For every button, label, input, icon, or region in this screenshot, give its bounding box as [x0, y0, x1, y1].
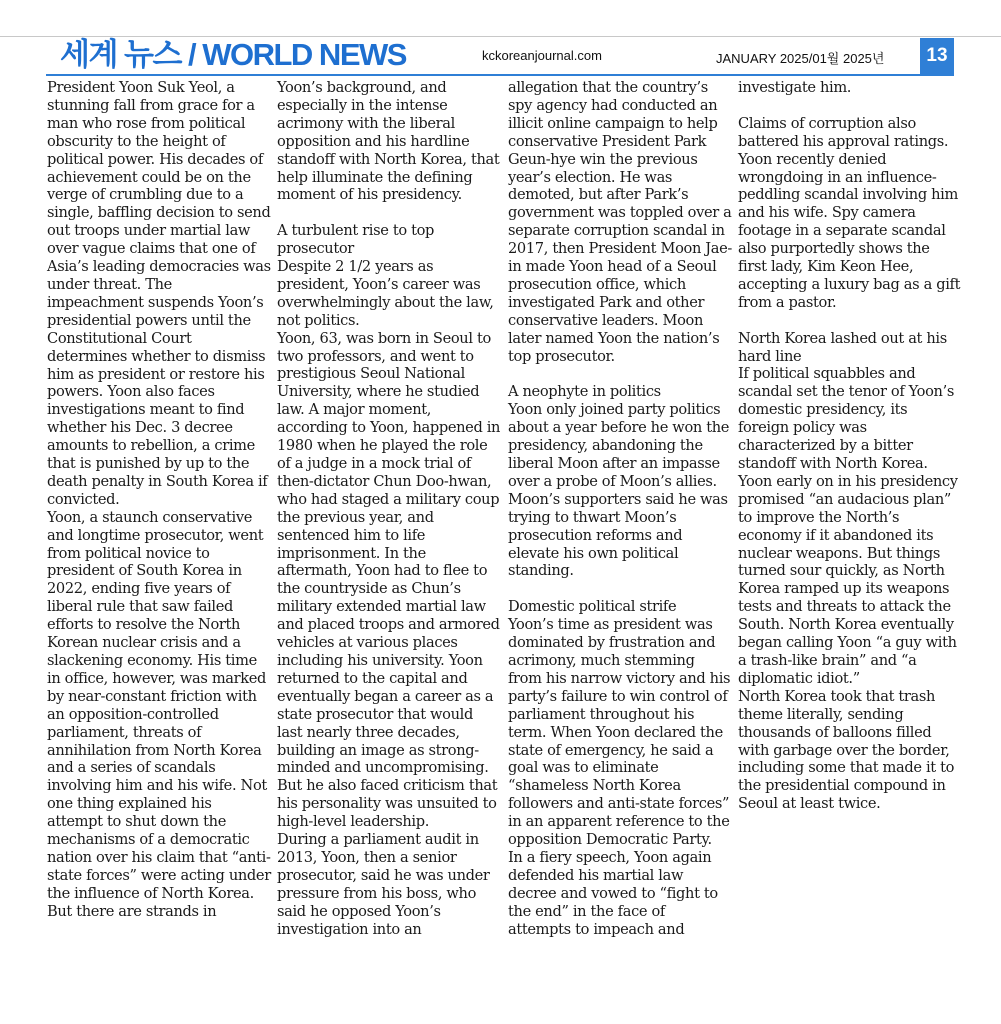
article-paragraph: Domestic political strife — [508, 598, 677, 616]
article-column-1 — [47, 79, 271, 921]
article-paragraph: Yoon’s background, and especially in the intense acrimony with the liberal opposition and his hardline standoff with North Korea, that help illuminate the defining moment of his presidency. — [277, 79, 500, 204]
article-paragraph: Claims of corruption also battered his approval ratings. — [738, 114, 949, 150]
article-column-4 — [738, 79, 962, 813]
article-paragraph: Despite 2 1/2 years as president, Yoon’s career was overwhelmingly about the law, not politics. — [277, 258, 494, 329]
article-body — [46, 79, 961, 1019]
site-url: kckoreanjournal.com — [482, 48, 602, 63]
article-paragraph: President Yoon Suk Yeol, a stunning fall from grace for a man who rose from political obscurity to the height of political power. His decades of achievement could be on the verge of crumbling due to a single, baffling decision to send out troops under martial law over vague claims that one of Asia’s leading democracies was under threat. The impeachment suspends Yoon’s presidential powers until the Constitutional Court determines whether to dismiss him as president or restore his powers. Yoon also faces investigations meant to find whether his Dec. 3 decree amounts to rebellion, a crime that is punished by up to the death penalty in South Korea if convicted. — [47, 79, 271, 508]
paragraph-spacer — [738, 97, 962, 115]
article-paragraph: A turbulent rise to top prosecutor — [277, 222, 435, 258]
header-divider — [46, 74, 954, 76]
page-header — [46, 38, 954, 74]
article-column-3 — [508, 79, 732, 938]
article-paragraph: Yoon only joined party politics about a year before he won the presidency, abandoning the liberal Moon after an impasse over a probe of Moon’s allies. Moon’s supporters said he was trying to thwart Moon’s prosecution reforms and elevate his own political standing. — [508, 401, 730, 580]
article-paragraph: But there are strands in — [47, 902, 217, 920]
article-paragraph: North Korea took that trash theme literally, sending thousands of balloons filled with garbage over the border, including some that made it to the presidential compound in Seoul at least twice. — [738, 687, 955, 813]
section-title: 세계 뉴스 / WORLD NEWS — [60, 37, 406, 72]
paragraph-spacer — [508, 366, 732, 384]
article-paragraph: investigate him. — [738, 79, 852, 96]
page-number-badge: 13 — [920, 38, 954, 74]
article-paragraph: allegation that the country’s spy agency had conducted an illicit online campaign to help conservative President Park Geun-hye win the previous year’s election. He was demoted, but after Park’s government was toppled over a separate corruption scandal in 2017, then President Moon Jae-in made Yoon head of a Seoul prosecution office, which investigated Park and other conservative leaders. Moon later named Yoon the nation’s top prosecutor. — [508, 79, 732, 365]
article-paragraph: Yoon recently denied wrongdoing in an influence-peddling scandal involving him and his wife. Spy camera footage in a separate scandal also purportedly shows the first lady, Kim Keon Hee, accepting a luxury bag as a gift from a pastor. — [738, 150, 961, 311]
article-paragraph: Yoon’s time as president was dominated by frustration and acrimony, much stemming from his narrow victory and his party’s failure to win control of parliament throughout his term. When Yoon declared the state of emergency, he said a goal was to eliminate “shameless North Korea followers and anti-state forces” in an apparent reference to the opposition Democratic Party. — [508, 616, 731, 849]
article-column-2 — [277, 79, 501, 938]
article-paragraph: North Korea lashed out at his hard line — [738, 329, 947, 365]
article-paragraph: Yoon, 63, was born in Seoul to two professors, and went to prestigious Seoul National University, where he studied law. A major moment, according to Yoon, happened in 1980 when he played the role of a judge in a mock trial of then-dictator Chun Doo-hwan, who had staged a military coup the previous year, and sentenced him to life imprisonment. In the aftermath, Yoon had to flee to the countryside as Chun’s military extended martial law and placed troops and armored vehicles at various places including his university. Yoon returned to the capital and eventually began a career as a state prosecutor that would last nearly three decades, building an image as strong-minded and uncompromising. But he also faced criticism that his personality was unsuited to high-level leadership. — [277, 329, 501, 831]
paragraph-spacer — [738, 312, 962, 330]
paragraph-spacer — [277, 204, 501, 222]
paragraph-spacer — [508, 580, 732, 598]
article-paragraph: During a parliament audit in 2013, Yoon, then a senior prosecutor, said he was under pressure from his boss, who said he opposed Yoon’s investigation into an — [277, 831, 490, 938]
article-paragraph: Yoon, a staunch conservative and longtime prosecutor, went from political novice to president of South Korea in 2022, ending five years of liberal rule that saw failed efforts to resolve the North Korean nuclear crisis and a slackening economy. His time in office, however, was marked by near-constant friction with an opposition-controlled parliament, threats of annihilation from North Korea and a series of scandals involving him and his wife. Not one thing explained his attempt to shut down the mechanisms of a democratic nation over his claim that “anti-state forces” were acting under the influence of North Korea. — [47, 508, 271, 902]
article-paragraph: If political squabbles and scandal set the tenor of Yoon’s domestic presidency, its foreign policy was characterized by a bitter standoff with North Korea. Yoon early on in his presidency promised “an audacious plan” to improve the North’s economy if it abandoned its nuclear weapons. But things turned sour quickly, as North Korea ramped up its weapons tests and threats to attack the South. North Korea eventually began calling Yoon “a guy with a trash-like brain” and “a diplomatic idiot.” — [738, 365, 958, 687]
article-paragraph: In a fiery speech, Yoon again defended his martial law decree and vowed to “fight to the end” in the face of attempts to impeach and — [508, 848, 718, 938]
article-paragraph: A neophyte in politics — [508, 383, 661, 401]
issue-date: JANUARY 2025/01월 2025년 — [716, 51, 885, 66]
